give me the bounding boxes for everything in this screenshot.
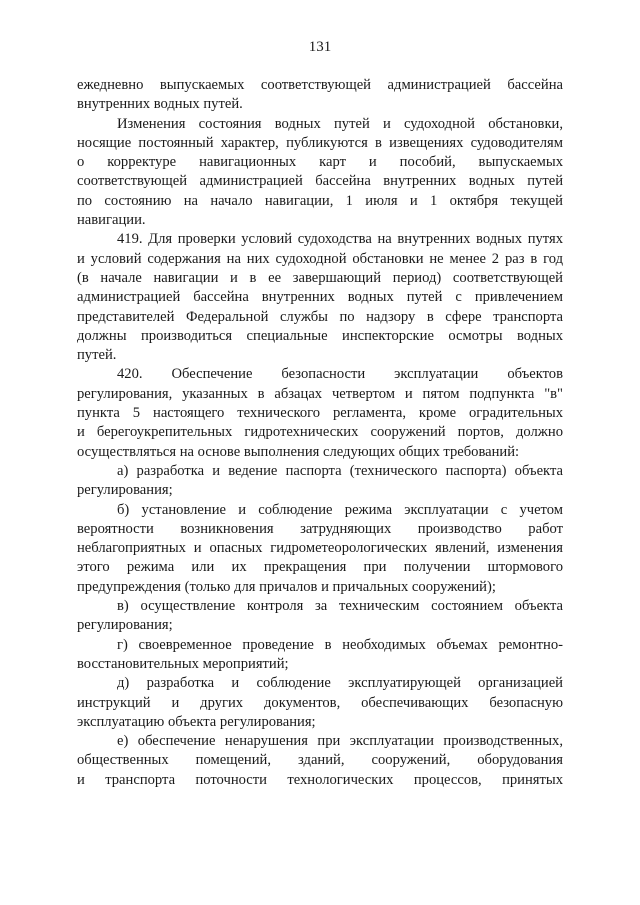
- paragraph: [77, 365, 563, 461]
- text-line: а) разработка и ведение паспорта (технического паспорта) объекта: [117, 462, 563, 479]
- text-line: должны производиться специальные инспекторские осмотры водных: [77, 327, 563, 344]
- paragraph: [77, 636, 563, 675]
- text-line: неблагоприятных и опасных гидрометеорологических явлений, изменения: [77, 540, 563, 557]
- text-line: пункта 5 настоящего технического регламента, кроме оградительных: [77, 405, 563, 422]
- text-line: 419. Для проверки условий судоходства на внутренних водных путях: [117, 231, 563, 248]
- text-line: носящие постоянный характер, публикуются в извещениях судоводителям: [77, 134, 563, 151]
- text-line: регулирования;: [77, 482, 173, 499]
- text-line: регулирования, указанных в абзацах четвертом и пятом подпункта "в": [77, 385, 563, 402]
- text-line: восстановительных мероприятий;: [77, 655, 289, 672]
- text-line: и берегоукрепительных гидротехнических сооружений портов, должно: [77, 424, 563, 441]
- paragraph: [77, 230, 563, 365]
- text-line: г) своевременное проведение в необходимых объемах ремонтно-: [117, 636, 563, 653]
- text-line: по состоянию на начало навигации, 1 июля и 1 октября текущей: [77, 192, 563, 209]
- paragraph: [77, 501, 563, 597]
- text-line: вероятности возникновения затрудняющих производство работ: [77, 520, 563, 537]
- paragraph: [77, 674, 563, 732]
- text-line: и транспорта поточности технологических процессов, принятых: [77, 771, 563, 788]
- text-line: в) осуществление контроля за техническим состоянием объекта: [117, 598, 563, 615]
- text-line: (в начале навигации и в ее завершающий период) соответствующей: [77, 269, 563, 286]
- text-line: ежедневно выпускаемых соответствующей администрацией бассейна: [77, 77, 563, 93]
- text-line: осуществляться на основе выполнения следующих общих требований:: [77, 443, 520, 460]
- text-line: б) установление и соблюдение режима эксплуатации с учетом: [117, 501, 563, 518]
- text-line: эксплуатацию объекта регулирования;: [77, 713, 316, 730]
- text-line: предупреждения (только для причалов и причальных сооружений);: [77, 578, 496, 595]
- page-number: 131: [308, 39, 332, 55]
- text-line: и условий содержания на них судоходной обстановки не менее 2 раз в год: [77, 250, 563, 267]
- text-line: внутренних водных путей.: [77, 96, 243, 113]
- text-line: соответствующей администрацией бассейна внутренних водных путей: [77, 173, 563, 190]
- text-line: 420. Обеспечение безопасности эксплуатации объектов: [117, 366, 563, 383]
- text-line: общественных помещений, зданий, сооружений, оборудования: [77, 752, 563, 769]
- paragraph: [77, 76, 563, 115]
- paragraph: [77, 732, 563, 790]
- text-line: этого режима или их прекращения при получении штормового: [77, 559, 563, 576]
- text-line: Изменения состояния водных путей и судоходной обстановки,: [117, 115, 563, 132]
- paragraph: [77, 115, 563, 231]
- text-line: администрацией бассейна внутренних водных путей с привлечением: [77, 289, 563, 306]
- text-line: навигации.: [77, 212, 146, 229]
- text-line: д) разработка и соблюдение эксплуатирующей организацией: [117, 675, 563, 692]
- paragraph: [77, 462, 563, 501]
- text-line: е) обеспечение ненарушения при эксплуатации производственных,: [117, 733, 563, 750]
- text-line: представителей Федеральной службы по надзору в сфере транспорта: [77, 308, 563, 325]
- text-line: о корректуре навигационных карт и пособий, выпускаемых: [77, 154, 563, 171]
- text-line: регулирования;: [77, 617, 173, 634]
- text-line: инструкций и других документов, обеспечивающих безопасную: [77, 694, 563, 711]
- document-body: [77, 76, 563, 790]
- paragraph: [77, 597, 563, 636]
- text-line: путей.: [77, 347, 117, 364]
